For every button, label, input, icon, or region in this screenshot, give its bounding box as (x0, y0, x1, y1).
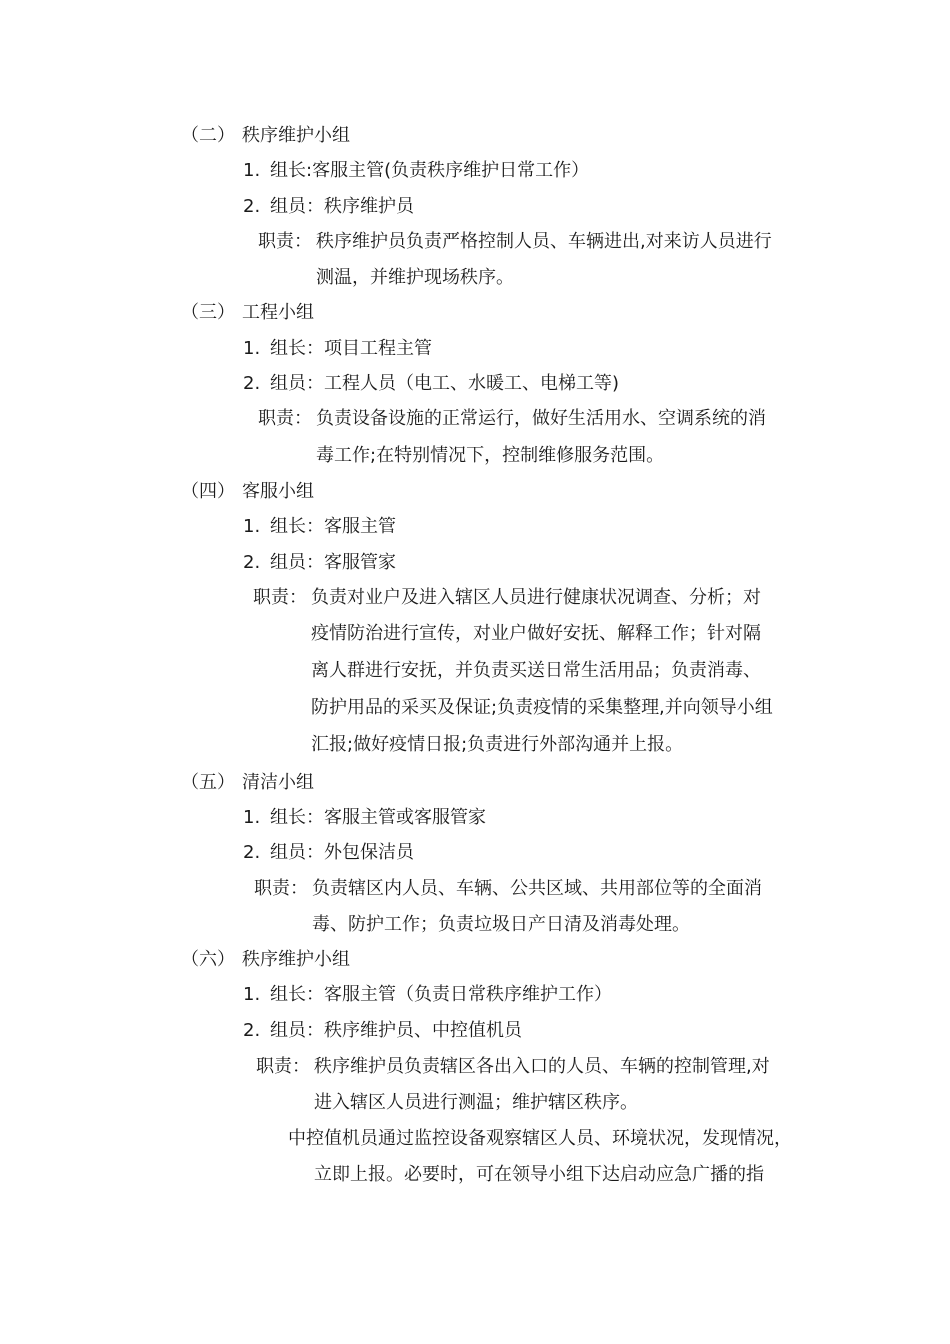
duty-text: 秩序维护员负责严格控制人员、车辆进出,对来访人员进行 (316, 231, 772, 252)
list-item: 组员：秩序维护员、中控值机员 (270, 1020, 522, 1041)
section-number: （二） (181, 125, 235, 146)
list-item: 组长：客服主管 (270, 516, 396, 537)
list-item: 组长：客服主管（负责日常秩序维护工作） (270, 984, 612, 1005)
duty-text: 秩序维护员负责辖区各出入口的人员、车辆的控制管理,对 (314, 1056, 770, 1077)
duty-text: 负责辖区内人员、车辆、公共区域、共用部位等的全面消 (312, 878, 762, 899)
section-title: 清洁小组 (242, 772, 314, 793)
duty-text: 离人群进行安抚，并负责买送日常生活用品；负责消毒、 (311, 660, 761, 681)
duty-text: 疫情防治进行宣传，对业户做好安抚、解释工作；针对隔 (311, 623, 761, 644)
section-number: （六） (181, 949, 235, 970)
duty-text: 中控值机员通过监控设备观察辖区人员、环境状况，发现情况， (288, 1128, 792, 1149)
list-item-number: 1. (243, 516, 261, 537)
duty-label: 职责： (253, 587, 307, 608)
duty-text: 立即上报。必要时，可在领导小组下达启动应急广播的指 (314, 1164, 764, 1185)
list-item-number: 2. (243, 196, 261, 217)
list-item: 组长:客服主管(负责秩序维护日常工作） (270, 160, 590, 181)
list-item-number: 2. (243, 552, 261, 573)
duty-label: 职责： (258, 408, 312, 429)
list-item-number: 2. (243, 373, 261, 394)
section-title: 客服小组 (242, 481, 314, 502)
list-item-number: 1. (243, 807, 261, 828)
duty-label: 职责： (254, 878, 308, 899)
section-title: 秩序维护小组 (242, 949, 350, 970)
section-number: （五） (181, 772, 235, 793)
list-item-number: 1. (243, 160, 261, 181)
list-item-number: 1. (243, 338, 261, 359)
duty-text: 毒、防护工作；负责垃圾日产日清及消毒处理。 (312, 914, 690, 935)
list-item: 组员：客服管家 (270, 552, 396, 573)
list-item: 组长：客服主管或客服管家 (270, 807, 486, 828)
list-item: 组员：外包保洁员 (270, 842, 414, 863)
list-item-number: 1. (243, 984, 261, 1005)
duty-text: 负责对业户及进入辖区人员进行健康状况调查、分析；对 (311, 587, 761, 608)
section-number: （四） (181, 481, 235, 502)
list-item: 组员：工程人员（电工、水暖工、电梯工等) (270, 373, 620, 394)
list-item: 组员：秩序维护员 (270, 196, 414, 217)
duty-label: 职责： (258, 231, 312, 252)
duty-text: 汇报;做好疫情日报;负责进行外部沟通并上报。 (311, 734, 684, 755)
duty-text: 毒工作;在特别情况下，控制维修服务范围。 (316, 445, 665, 466)
duty-text: 防护用品的采买及保证;负责疫情的采集整理,并向领导小组 (311, 697, 773, 718)
list-item-number: 2. (243, 1020, 261, 1041)
section-title: 秩序维护小组 (242, 125, 350, 146)
section-number: （三） (181, 302, 235, 323)
section-title: 工程小组 (242, 302, 314, 323)
list-item: 组长：项目工程主管 (270, 338, 432, 359)
list-item-number: 2. (243, 842, 261, 863)
duty-text: 进入辖区人员进行测温；维护辖区秩序。 (314, 1092, 638, 1113)
duty-text: 测温，并维护现场秩序。 (316, 267, 514, 288)
duty-text: 负责设备设施的正常运行，做好生活用水、空调系统的消 (316, 408, 766, 429)
duty-label: 职责： (256, 1056, 310, 1077)
